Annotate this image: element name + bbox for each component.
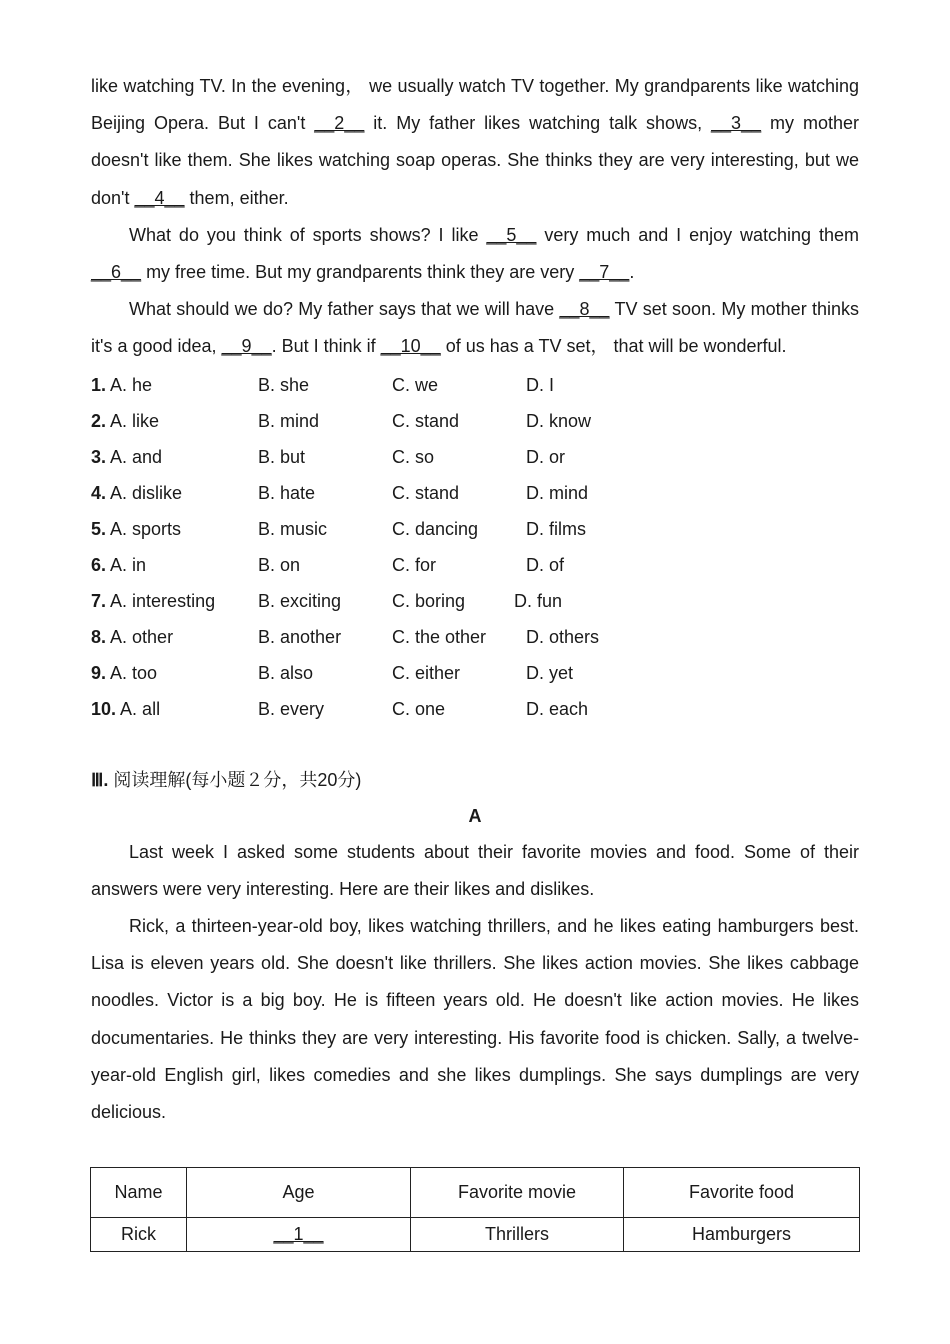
blank-9: __9__ — [221, 336, 272, 357]
passage-label: A — [468, 805, 482, 826]
option-b: B. but — [258, 446, 306, 467]
blank-4: __4__ — [134, 187, 185, 208]
option-d: D. others — [526, 626, 600, 647]
option-a: A. dislike — [110, 482, 183, 503]
option-a: A. sports — [110, 518, 182, 539]
option-d: D. mind — [526, 482, 589, 503]
text-run: . — [629, 262, 635, 283]
question-row — [91, 511, 859, 547]
section-title: 阅读理解(每小题２分，共20分) — [108, 769, 362, 790]
question-number: 8. — [91, 626, 107, 647]
question-number: 5. — [91, 518, 107, 539]
option-d: D. each — [526, 698, 589, 719]
option-c: C. for — [392, 554, 437, 575]
option-a: A. he — [110, 374, 153, 395]
question-row — [91, 403, 859, 439]
cloze-paragraph-3 — [91, 291, 859, 365]
option-c: C. either — [392, 662, 461, 683]
option-b: B. mind — [258, 410, 320, 431]
table-header-cell: Favorite food — [624, 1168, 860, 1218]
option-d: D. I — [526, 374, 555, 395]
option-b: B. exciting — [258, 590, 342, 611]
option-a: A. and — [110, 446, 163, 467]
text-run: . But I think if — [271, 336, 381, 357]
blank-7: __7__ — [579, 262, 630, 283]
option-c: C. one — [392, 698, 446, 719]
question-row — [91, 619, 859, 655]
option-a: A. interesting — [110, 590, 216, 611]
blank-8: __8__ — [559, 299, 610, 320]
text-run: very much and I enjoy watching them — [536, 224, 860, 245]
option-d: D. of — [526, 554, 565, 575]
table-cell: Hamburgers — [624, 1218, 860, 1252]
question-number: 6. — [91, 554, 107, 575]
option-b: B. she — [258, 374, 310, 395]
option-b: B. hate — [258, 482, 316, 503]
option-b: B. also — [258, 662, 314, 683]
cloze-paragraph-1 — [91, 68, 859, 217]
text-run: What should we do? My father says that we will have — [129, 299, 560, 320]
option-a: A. in — [110, 554, 147, 575]
question-row — [91, 367, 859, 403]
question-number: 1. — [91, 374, 107, 395]
table-header-cell: Favorite movie — [411, 1168, 624, 1218]
option-b: B. on — [258, 554, 301, 575]
table-row — [91, 1218, 860, 1252]
question-number: 10. — [91, 698, 117, 719]
option-b: B. music — [258, 518, 328, 539]
question-row — [91, 475, 859, 511]
option-c: C. we — [392, 374, 439, 395]
option-c: C. so — [392, 446, 435, 467]
option-a: A. all — [120, 698, 161, 719]
text-run: it. My father likes watching talk shows, — [364, 113, 712, 134]
question-number: 7. — [91, 590, 107, 611]
table-header-cell: Age — [187, 1168, 411, 1218]
option-c: C. dancing — [392, 518, 479, 539]
section-number: Ⅲ. — [91, 769, 109, 790]
option-d: D. films — [526, 518, 586, 539]
table-cell: Thrillers — [411, 1218, 624, 1252]
blank-2: __2__ — [314, 113, 365, 134]
question-number: 2. — [91, 410, 107, 431]
document-page — [91, 68, 859, 1131]
option-d: D. know — [526, 410, 592, 431]
question-row — [91, 547, 859, 583]
option-c: C. stand — [392, 410, 460, 431]
option-c: C. stand — [392, 482, 460, 503]
info-table — [90, 1167, 860, 1252]
question-options — [91, 367, 859, 727]
blank-3: __3__ — [711, 113, 762, 134]
text-run: them, either. — [184, 187, 289, 208]
table-cell: Rick — [91, 1218, 187, 1252]
question-row — [91, 691, 859, 727]
question-row — [91, 583, 859, 619]
option-b: B. another — [258, 626, 342, 647]
question-number: 9. — [91, 662, 107, 683]
blank-10: __10__ — [380, 336, 441, 357]
table-header-cell: Name — [91, 1168, 187, 1218]
text-run: TV set soon. My mother thinks it's a good idea, — [91, 299, 860, 357]
question-row — [91, 439, 859, 475]
option-a: A. other — [110, 626, 174, 647]
text-run: What do you think of sports shows? I like — [129, 224, 487, 245]
reading-paragraph-1: Last week I asked some students about their favorite movies and food. Some of their answers were very interesting. Here are their likes and dislikes. — [91, 841, 859, 899]
blank-5: __5__ — [486, 224, 537, 245]
table-header-row — [91, 1168, 860, 1218]
question-number: 4. — [91, 482, 107, 503]
question-number: 3. — [91, 446, 107, 467]
option-a: A. too — [110, 662, 158, 683]
table-cell-blank — [187, 1218, 411, 1252]
option-d: D. yet — [526, 662, 574, 683]
text-run: my free time. But my grandparents think they are very — [141, 262, 580, 283]
text-run: my mother doesn't like them. She likes watching soap operas. She thinks they are very interesting, but we don't — [91, 113, 860, 208]
reading-paragraph-2: Rick, a thirteen-year-old boy, likes watching thrillers, and he likes eating hamburgers best. Lisa is eleven years old. She doesn't like thrillers. She likes action movies. She likes cabbage noodles. Victor is a big boy. He is fifteen years old. He doesn't like action movies. He likes documentaries. He thinks they are very interesting. His favorite food is chicken. Sally, a twelve-year-old English girl, likes comedies and she likes dumplings. She says dumplings are very delicious. — [91, 916, 859, 1123]
cloze-paragraph-2 — [91, 217, 859, 291]
blank-6: __6__ — [91, 262, 142, 283]
blank-1: __1__ — [273, 1224, 324, 1244]
option-b: B. every — [258, 698, 325, 719]
option-d: D. fun — [514, 590, 563, 611]
option-c: C. boring — [392, 590, 466, 611]
text-run: of us has a TV set， that will be wonderful. — [440, 336, 787, 357]
option-c: C. the other — [392, 626, 487, 647]
text-run: like watching TV. In the evening， we usually watch TV together. My grandparents like watching Beijing Opera. But I can't — [91, 76, 859, 134]
section-heading — [91, 762, 859, 798]
option-a: A. like — [110, 410, 160, 431]
question-row — [91, 655, 859, 691]
option-d: D. or — [526, 446, 566, 467]
